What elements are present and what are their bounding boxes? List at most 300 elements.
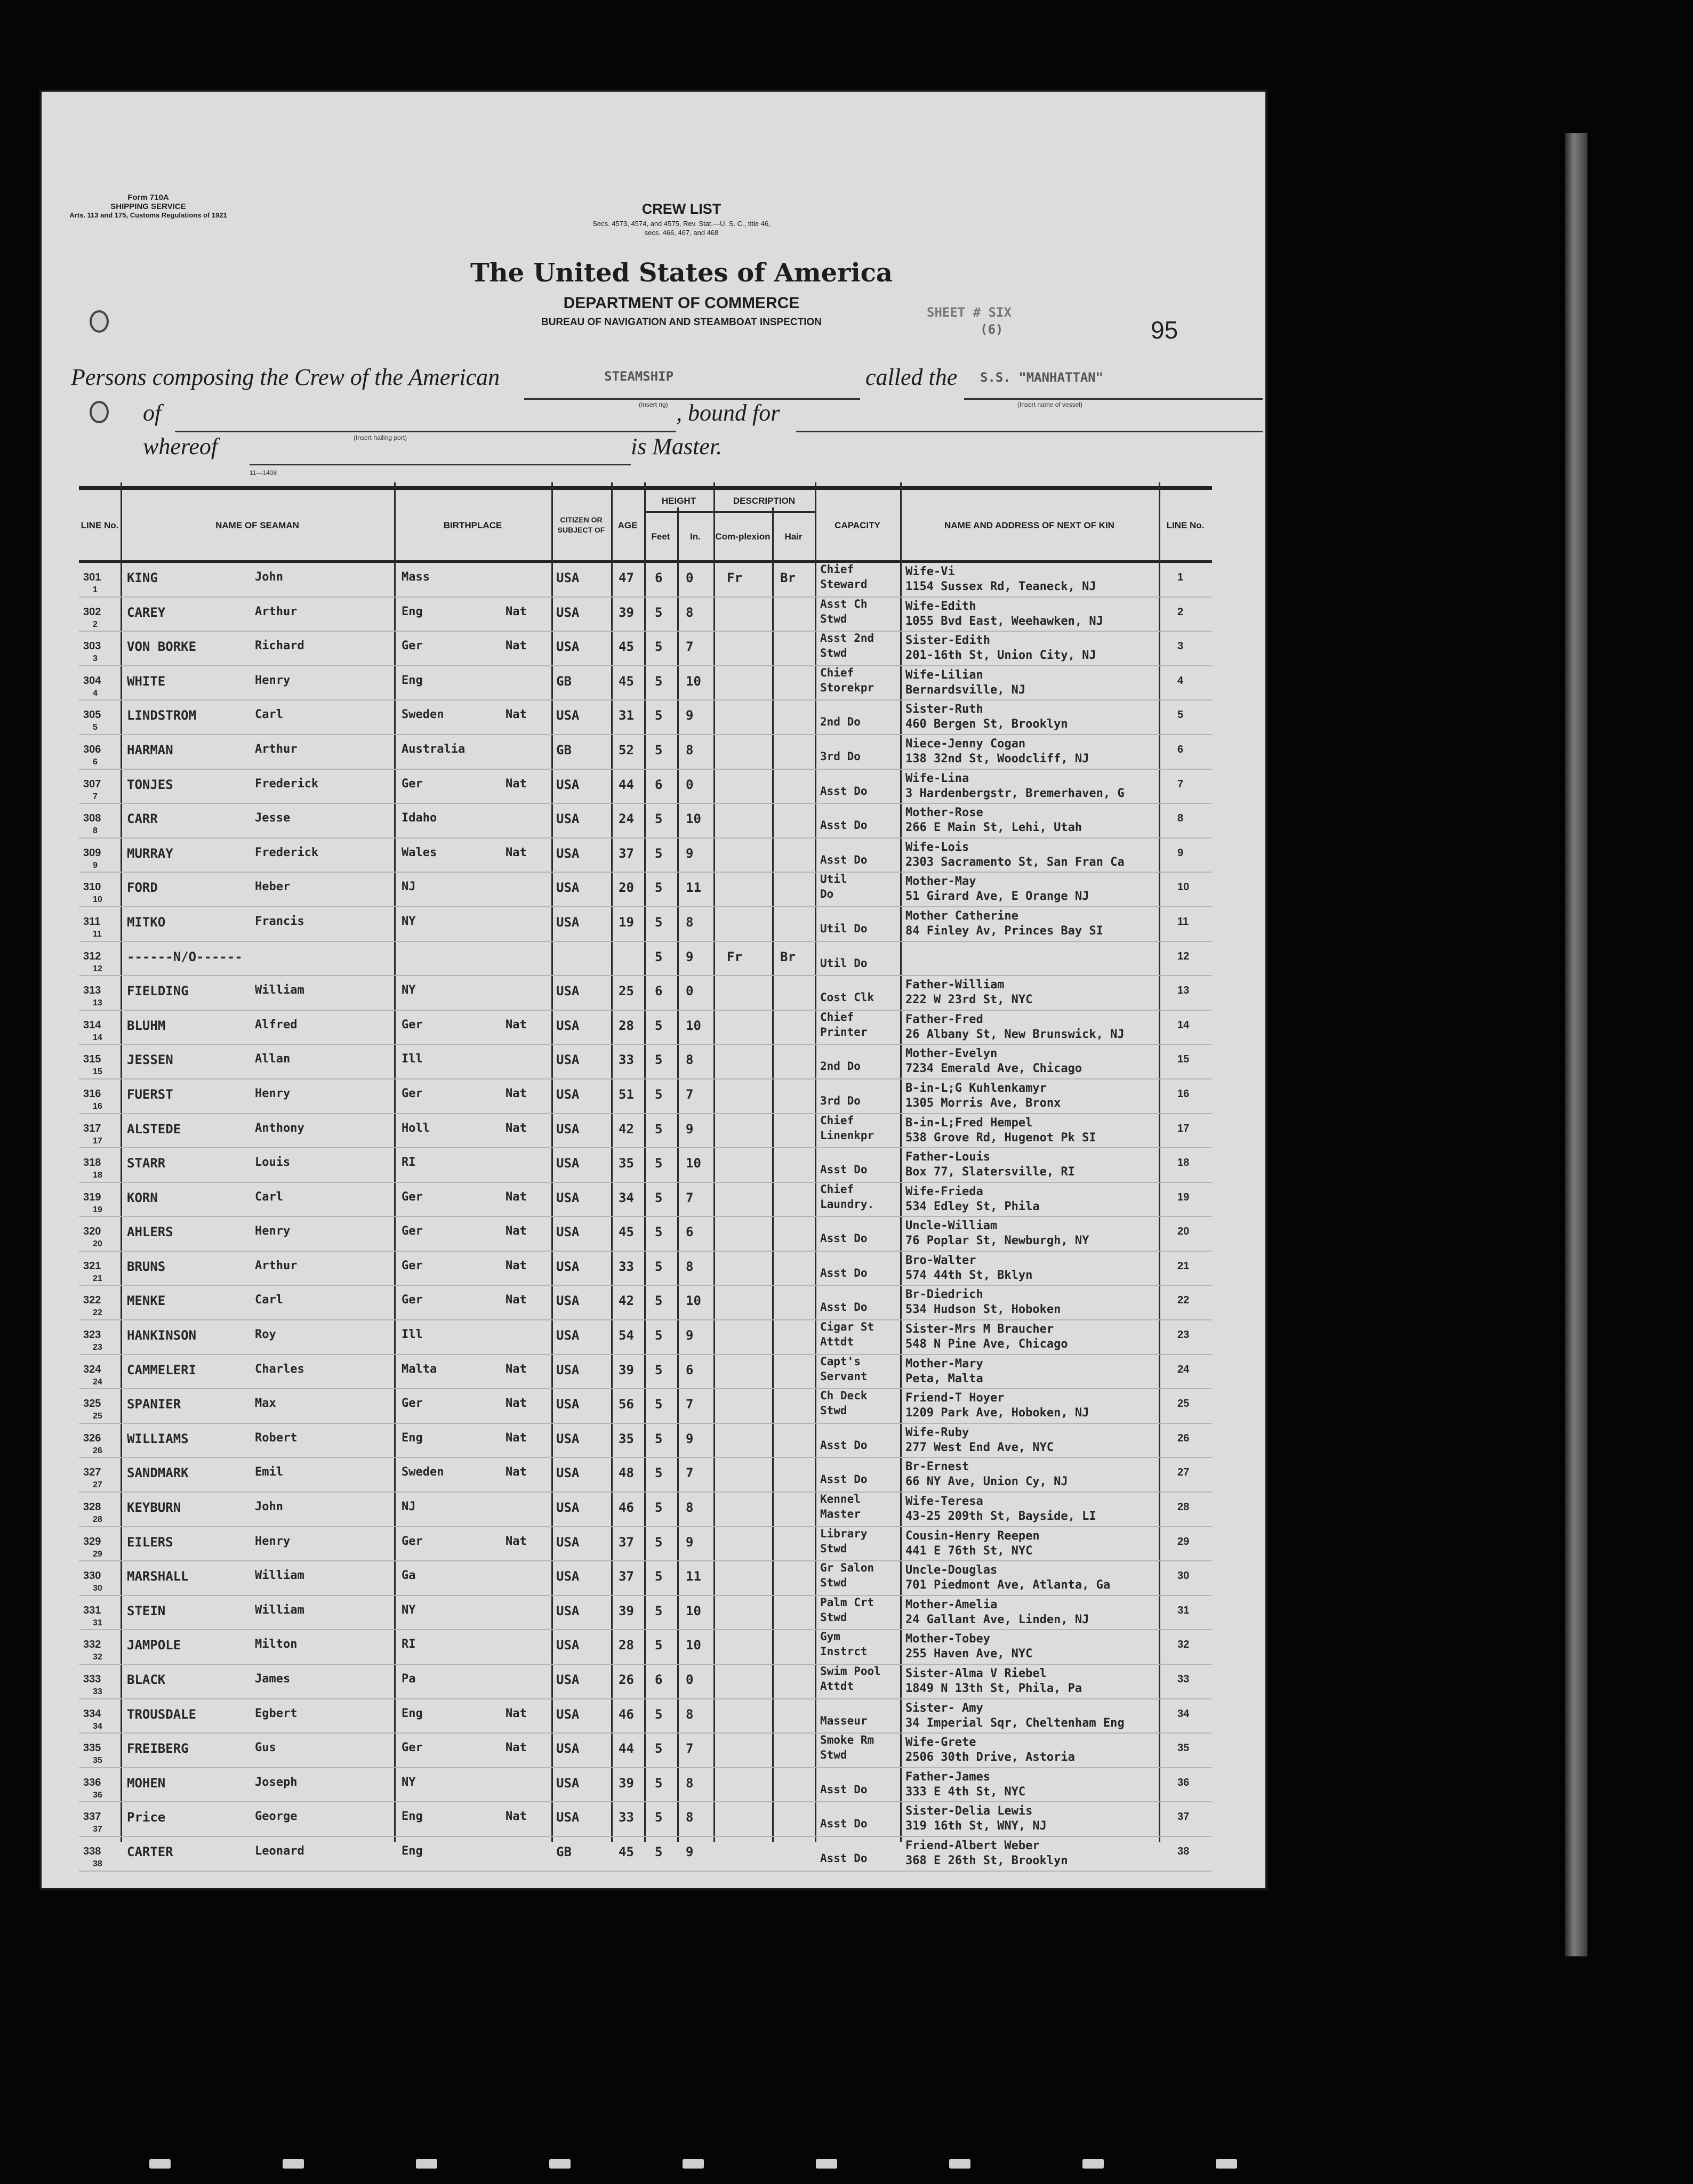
line-number: 335	[83, 1742, 101, 1754]
row-divider	[79, 1871, 1212, 1872]
height-feet: 5	[655, 1741, 663, 1756]
line-number-right: 35	[1177, 1742, 1190, 1754]
seaman-given-name: Charles	[255, 1362, 304, 1376]
seaman-surname: FORD	[127, 880, 158, 896]
line-number-right: 4	[1177, 674, 1184, 687]
citizenship: GB	[556, 742, 572, 757]
line-number-right: 23	[1177, 1329, 1190, 1341]
line-number: 311	[83, 915, 101, 928]
line-number: 306	[83, 743, 101, 755]
table-row	[79, 1734, 1212, 1768]
next-of-kin-address: 76 Poplar St, Newburgh, NY	[905, 1234, 1089, 1248]
table-row	[79, 1424, 1212, 1458]
height-feet: 5	[655, 1224, 663, 1240]
print-code: 11—1408	[250, 469, 277, 477]
seaman-given-name: Carl	[255, 1190, 283, 1204]
seaman-given-name: William	[255, 1603, 304, 1617]
height-inches: 0	[686, 1672, 694, 1687]
age: 45	[619, 639, 634, 655]
capacity-line-2: Asst Do	[820, 784, 868, 797]
height-inches: 8	[686, 605, 694, 620]
naturalized: Nat	[506, 845, 527, 859]
sheet-line-number: 34	[93, 1721, 102, 1731]
age: 26	[619, 1672, 634, 1687]
next-of-kin-name: Friend-Albert Weber	[905, 1839, 1040, 1852]
height-inches: 9	[686, 1431, 694, 1446]
line-number-right: 8	[1177, 812, 1184, 825]
table-row	[79, 1320, 1212, 1355]
next-of-kin-name: Wife-Ruby	[905, 1425, 969, 1439]
seaman-surname: CARTER	[127, 1844, 173, 1859]
line-number: 324	[83, 1363, 101, 1375]
birthplace: RI	[402, 1156, 416, 1170]
table-body	[79, 563, 1212, 1872]
height-inches: 8	[686, 1706, 694, 1722]
table-row	[79, 1389, 1212, 1424]
capacity-line-2: Printer	[820, 1025, 868, 1038]
citizenship: USA	[556, 1328, 580, 1343]
height-feet: 5	[655, 880, 663, 896]
height-feet: 5	[655, 1775, 663, 1791]
line-number: 317	[83, 1122, 101, 1134]
line-number: 301	[83, 571, 101, 583]
line-number-right: 32	[1177, 1639, 1190, 1651]
seaman-given-name: Egbert	[255, 1706, 298, 1720]
age: 44	[619, 777, 634, 792]
capacity-line-1: Capt's	[820, 1355, 861, 1368]
birthplace: Ill	[402, 1052, 423, 1066]
age: 45	[619, 1224, 634, 1240]
capacity-line-1: Chief	[820, 1010, 854, 1024]
rig-value: STEAMSHIP	[604, 369, 674, 384]
naturalized: Nat	[506, 1465, 527, 1479]
next-of-kin-name: Sister-Ruth	[905, 703, 983, 716]
header-hair: Hair	[784, 531, 803, 542]
height-inches: 9	[686, 1121, 694, 1137]
line-number-right: 28	[1177, 1501, 1190, 1513]
capacity-line-2: Master	[820, 1508, 861, 1521]
next-of-kin-name: Wife-Teresa	[905, 1495, 983, 1509]
seaman-surname: KORN	[127, 1190, 158, 1205]
sheet-line-number: 27	[93, 1480, 102, 1490]
height-feet: 5	[655, 1706, 663, 1722]
line-number: 327	[83, 1466, 101, 1479]
height-inches: 8	[686, 1052, 694, 1068]
citizenship: USA	[556, 1672, 580, 1687]
line-number: 303	[83, 640, 101, 652]
table-row	[79, 632, 1212, 666]
capacity-line-2: Stwd	[820, 647, 847, 660]
line-number-right: 14	[1177, 1019, 1190, 1031]
birthplace: Ger	[402, 1397, 423, 1411]
naturalized: Nat	[506, 1190, 527, 1204]
line-number: 310	[83, 881, 101, 893]
bound-line	[796, 431, 1263, 432]
seaman-given-name: Emil	[255, 1465, 283, 1479]
naturalized: Nat	[506, 1086, 527, 1100]
next-of-kin-name: Wife-Edith	[905, 599, 976, 613]
next-of-kin-name: Mother-Evelyn	[905, 1047, 998, 1061]
table-row	[79, 1011, 1212, 1045]
sheet-line-number: 25	[93, 1412, 102, 1421]
birthplace: Holl	[402, 1121, 430, 1135]
height-feet: 5	[655, 673, 663, 689]
capacity-line-2: Masseur	[820, 1714, 868, 1727]
seaman-surname: TONJES	[127, 777, 173, 792]
naturalized: Nat	[506, 1397, 527, 1411]
seaman-given-name: Henry	[255, 1224, 291, 1238]
vessel-note: (Insert name of vessel)	[1017, 401, 1083, 408]
seaman-surname: CAREY	[127, 605, 166, 620]
header-next-of-kin: NAME AND ADDRESS OF NEXT OF KIN	[944, 520, 1114, 530]
line-number: 316	[83, 1087, 101, 1100]
age: 44	[619, 1741, 634, 1756]
height-inches: 10	[686, 1638, 701, 1653]
table-row	[79, 873, 1212, 907]
birthplace: NY	[402, 914, 416, 928]
table-row	[79, 1837, 1212, 1872]
height-inches: 0	[686, 570, 694, 585]
next-of-kin-name: Uncle-Douglas	[905, 1564, 998, 1577]
sheet-line-number: 3	[93, 654, 98, 664]
capacity-line-2: Asst Do	[820, 1266, 868, 1279]
table-row	[79, 1286, 1212, 1320]
table-row	[79, 735, 1212, 770]
line-number-right: 26	[1177, 1432, 1190, 1444]
seaman-surname: KING	[127, 570, 158, 585]
sheet-line-number: 18	[93, 1171, 102, 1180]
seaman-given-name: Carl	[255, 708, 283, 722]
line-number: 320	[83, 1226, 101, 1238]
birthplace: Idaho	[402, 811, 437, 825]
next-of-kin-name: Mother-Mary	[905, 1357, 983, 1371]
line-number: 313	[83, 985, 101, 997]
capacity-line-1: Cigar St	[820, 1320, 874, 1334]
height-inches: 7	[686, 1190, 694, 1205]
height-feet: 5	[655, 1844, 663, 1859]
seaman-given-name: Milton	[255, 1638, 298, 1651]
capacity-line-2: Util Do	[820, 956, 868, 970]
height-feet: 5	[655, 1086, 663, 1102]
line-number: 330	[83, 1570, 101, 1582]
line-number: 325	[83, 1398, 101, 1410]
header-line-no: LINE No.	[81, 520, 119, 530]
header-citizen: CITIZEN OR SUBJECT OF	[557, 515, 605, 534]
birthplace: Ger	[402, 1293, 423, 1307]
crew-list-title: CREW LIST	[641, 201, 721, 217]
seaman-given-name: William	[255, 984, 304, 997]
height-feet: 5	[655, 845, 663, 861]
birthplace: RI	[402, 1638, 416, 1651]
next-of-kin-name: Br-Diedrich	[905, 1288, 983, 1302]
sheet-line-number: 10	[93, 895, 102, 905]
table-row	[79, 839, 1212, 873]
next-of-kin-address: 138 32nd St, Woodcliff, NJ	[905, 752, 1089, 765]
height-feet: 5	[655, 1362, 663, 1377]
line-number-right: 25	[1177, 1398, 1190, 1410]
next-of-kin-address: 1209 Park Ave, Hoboken, NJ	[905, 1406, 1089, 1420]
age: 46	[619, 1706, 634, 1722]
statute-ref-2: secs. 466, 467, and 468	[644, 229, 719, 237]
birthplace: Wales	[402, 845, 437, 859]
age: 33	[619, 1810, 634, 1825]
height-inches: 7	[686, 1397, 694, 1412]
capacity-line-1: Ch Deck	[820, 1389, 868, 1403]
department-title: DEPARTMENT OF COMMERCE	[563, 294, 800, 312]
seaman-given-name: Carl	[255, 1293, 283, 1307]
seaman-surname: BLUHM	[127, 1018, 166, 1033]
next-of-kin-address: 51 Girard Ave, E Orange NJ	[905, 890, 1089, 904]
table-row	[79, 1527, 1212, 1562]
persons-label: Persons composing the Crew of the American	[71, 364, 500, 390]
seaman-surname: MURRAY	[127, 845, 173, 861]
height-inches: 8	[686, 1500, 694, 1516]
line-number-right: 36	[1177, 1776, 1190, 1788]
citizenship: USA	[556, 570, 580, 585]
age: 35	[619, 1156, 634, 1171]
line-number: 323	[83, 1329, 101, 1341]
height-inches: 6	[686, 1224, 694, 1240]
master-label: is Master.	[631, 433, 723, 460]
seaman-surname: HARMAN	[127, 742, 173, 757]
capacity-line-2: Util Do	[820, 922, 868, 935]
sheet-line-number: 29	[93, 1549, 102, 1559]
citizenship: USA	[556, 1465, 580, 1481]
line-number: 321	[83, 1260, 101, 1272]
line-number-right: 12	[1177, 950, 1190, 962]
capacity-line-2: 2nd Do	[820, 1060, 861, 1073]
seaman-given-name: Robert	[255, 1431, 298, 1445]
height-feet: 6	[655, 1672, 663, 1687]
height-feet: 5	[655, 1810, 663, 1825]
complexion: Fr	[727, 949, 742, 964]
age: 37	[619, 845, 634, 861]
next-of-kin-name: Sister-Delia Lewis	[905, 1804, 1033, 1818]
seaman-given-name: John	[255, 1500, 283, 1514]
line-number: 326	[83, 1432, 101, 1444]
next-of-kin-address: 266 E Main St, Lehi, Utah	[905, 821, 1082, 835]
capacity-line-2: Stwd	[820, 1576, 847, 1590]
header-capacity: CAPACITY	[835, 520, 880, 530]
seaman-surname: STEIN	[127, 1603, 166, 1618]
naturalized: Nat	[506, 1018, 527, 1031]
next-of-kin-name: Mother-Amelia	[905, 1598, 998, 1611]
next-of-kin-name: Wife-Lina	[905, 771, 969, 785]
table-row	[79, 1768, 1212, 1803]
citizenship: USA	[556, 1086, 580, 1102]
next-of-kin-address: 201-16th St, Union City, NJ	[905, 649, 1096, 663]
height-inches: 10	[686, 673, 701, 689]
next-of-kin-address: 1055 Bvd East, Weehawken, NJ	[905, 614, 1103, 628]
capacity-line-2: 3rd Do	[820, 1094, 861, 1107]
seaman-surname: JESSEN	[127, 1052, 173, 1068]
capacity-line-2: Attdt	[820, 1335, 854, 1349]
sheet-line-number: 35	[93, 1756, 102, 1766]
seaman-surname: SPANIER	[127, 1397, 181, 1412]
sheet-line-number: 1	[93, 585, 98, 594]
height-feet: 5	[655, 1018, 663, 1033]
seaman-given-name: Anthony	[255, 1121, 304, 1135]
height-inches: 8	[686, 1259, 694, 1274]
capacity-line-2: 3rd Do	[820, 750, 861, 763]
age: 20	[619, 880, 634, 896]
age: 33	[619, 1052, 634, 1068]
seaman-surname: EILERS	[127, 1534, 173, 1550]
naturalized: Nat	[506, 1362, 527, 1376]
naturalized: Nat	[506, 1741, 527, 1755]
capacity-line-2: Asst Do	[820, 1817, 868, 1831]
next-of-kin-address: 534 Edley St, Phila	[905, 1199, 1040, 1213]
seaman-surname: Price	[127, 1810, 166, 1825]
capacity-line-2: Servant	[820, 1369, 868, 1383]
capacity-line-2: Cost Clk	[820, 991, 874, 1004]
port-note: (Insert hailing port)	[354, 434, 407, 441]
capacity-line-1: Chief	[820, 1182, 854, 1196]
sheet-line-number: 7	[93, 792, 98, 801]
line-number: 333	[83, 1673, 101, 1685]
line-number: 309	[83, 847, 101, 859]
sheet-line-number: 31	[93, 1618, 102, 1627]
line-number: 318	[83, 1157, 101, 1169]
line-number: 328	[83, 1501, 101, 1513]
capacity-line-2: Linenkpr	[820, 1129, 874, 1142]
punch-hole	[90, 310, 109, 333]
line-number-right: 21	[1177, 1260, 1190, 1272]
crew-list-page	[42, 92, 1265, 1888]
naturalized: Nat	[506, 1224, 527, 1238]
line-number: 334	[83, 1707, 101, 1720]
line-number-right: 37	[1177, 1811, 1190, 1823]
capacity-line-1: Chief	[820, 666, 854, 679]
line-number: 308	[83, 812, 101, 825]
table-row	[79, 1596, 1212, 1631]
seaman-surname: BRUNS	[127, 1259, 166, 1274]
header-birthplace: BIRTHPLACE	[443, 520, 502, 530]
naturalized: Nat	[506, 777, 527, 791]
capacity-line-1: Swim Pool	[820, 1665, 881, 1678]
seaman-given-name: Max	[255, 1397, 276, 1411]
birthplace: Eng	[402, 605, 423, 618]
height-inches: 10	[686, 1603, 701, 1618]
capacity-line-2: Asst Do	[820, 1473, 868, 1486]
height-feet: 5	[655, 708, 663, 723]
of-label: of	[143, 400, 162, 426]
next-of-kin-name: Cousin-Henry Reepen	[905, 1529, 1040, 1543]
sheet-line-number: 20	[93, 1239, 102, 1249]
next-of-kin-name: B-in-L;G Kuhlenkamyr	[905, 1081, 1047, 1095]
next-of-kin-name: Mother-May	[905, 875, 976, 889]
seaman-given-name: Louis	[255, 1156, 291, 1170]
seaman-surname: STARR	[127, 1156, 166, 1171]
line-number-right: 24	[1177, 1363, 1190, 1375]
sheet-line-number: 13	[93, 998, 102, 1008]
capacity-line-2: Asst Do	[820, 1438, 868, 1452]
next-of-kin-name: Father-Louis	[905, 1150, 990, 1164]
next-of-kin-address: 43-25 209th St, Bayside, LI	[905, 1510, 1096, 1524]
height-feet: 5	[655, 1465, 663, 1481]
capacity-line-2: Asst Do	[820, 1851, 868, 1865]
capacity-line-2: Asst Do	[820, 1232, 868, 1245]
seaman-surname: CAMMELERI	[127, 1362, 197, 1377]
seaman-surname: HANKINSON	[127, 1328, 197, 1343]
age: 35	[619, 1431, 634, 1446]
height-inches: 7	[686, 639, 694, 655]
next-of-kin-address: 534 Hudson St, Hoboken	[905, 1303, 1061, 1317]
sheet-line-number: 37	[93, 1825, 102, 1834]
citizenship: USA	[556, 1638, 580, 1653]
line-number: 314	[83, 1019, 101, 1031]
seaman-surname: ------N/O------	[127, 949, 243, 964]
citizenship: USA	[556, 1706, 580, 1722]
birthplace: Ger	[402, 639, 423, 653]
hair: Br	[780, 949, 796, 964]
age: 42	[619, 1121, 634, 1137]
seaman-surname: WHITE	[127, 673, 166, 689]
age: 42	[619, 1293, 634, 1309]
next-of-kin-name: Wife-Lois	[905, 840, 969, 854]
port-line	[175, 431, 676, 432]
line-number: 337	[83, 1811, 101, 1823]
height-feet: 5	[655, 1569, 663, 1584]
sheet-line-number: 32	[93, 1653, 102, 1662]
age: 28	[619, 1638, 634, 1653]
line-number-right: 9	[1177, 847, 1184, 859]
height-feet: 5	[655, 1500, 663, 1516]
birthplace: Eng	[402, 1706, 423, 1720]
citizenship: USA	[556, 1362, 580, 1377]
table-row	[79, 907, 1212, 942]
age: 37	[619, 1534, 634, 1550]
next-of-kin-address: 1305 Morris Ave, Bronx	[905, 1096, 1061, 1110]
sheet-number: (6)	[980, 322, 1004, 337]
citizenship: USA	[556, 1156, 580, 1171]
header-feet: Feet	[651, 531, 670, 542]
next-of-kin-name: Wife-Grete	[905, 1736, 976, 1750]
complexion: Fr	[727, 570, 742, 585]
citizenship: USA	[556, 777, 580, 792]
next-of-kin-name: B-in-L;Fred Hempel	[905, 1116, 1033, 1130]
age: 56	[619, 1397, 634, 1412]
naturalized: Nat	[506, 1293, 527, 1307]
height-inches: 9	[686, 1534, 694, 1550]
capacity-line-2: Stwd	[820, 1542, 847, 1555]
height-feet: 5	[655, 1052, 663, 1068]
next-of-kin-name: Sister-Alma V Riebel	[905, 1667, 1047, 1680]
height-inches: 7	[686, 1741, 694, 1756]
table-row	[79, 1045, 1212, 1079]
height-inches: 8	[686, 914, 694, 930]
next-of-kin-name: Mother Catherine	[905, 909, 1018, 923]
birthplace: Ill	[402, 1328, 423, 1342]
seaman-given-name: Heber	[255, 880, 291, 894]
capacity-line-2: Stwd	[820, 1610, 847, 1624]
seaman-given-name: Jesse	[255, 811, 291, 825]
birthplace: Ger	[402, 1190, 423, 1204]
birthplace: Eng	[402, 1810, 423, 1824]
naturalized: Nat	[506, 708, 527, 722]
birthplace: Ger	[402, 1086, 423, 1100]
film-edge-marks	[149, 2159, 1429, 2180]
line-number: 336	[83, 1776, 101, 1788]
naturalized: Nat	[506, 639, 527, 653]
height-inches: 6	[686, 1362, 694, 1377]
capacity-line-1: Chief	[820, 1114, 854, 1127]
birthplace: Sweden	[402, 1465, 444, 1479]
line-number: 322	[83, 1294, 101, 1307]
naturalized: Nat	[506, 1534, 527, 1548]
citizenship: USA	[556, 1775, 580, 1791]
birthplace: Malta	[402, 1362, 437, 1376]
